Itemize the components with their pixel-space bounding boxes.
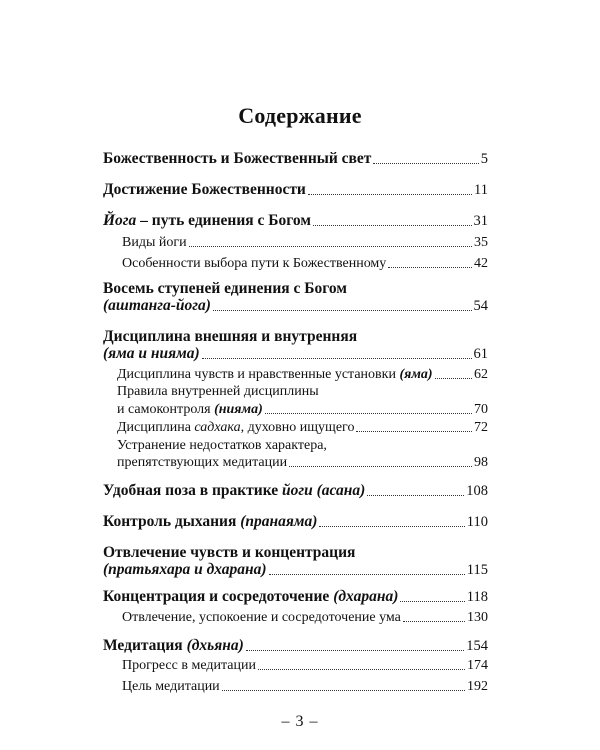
toc-entry-label: Дисциплина садхака, духовно ищущего (117, 420, 355, 435)
toc-page-number: 118 (466, 589, 488, 605)
toc-page-number: 154 (466, 638, 488, 654)
dot-leader (202, 358, 472, 359)
dot-leader (222, 690, 465, 691)
toc-entry-label: Медитация (дхьяна) (103, 637, 244, 654)
toc-entry-label: Устранение недостатков характера, (117, 438, 327, 453)
toc-entry-label: Концентрация и сосредоточение (дхарана) (103, 588, 399, 605)
toc-page-number: 35 (474, 235, 488, 250)
toc-subentry[interactable] (117, 402, 488, 418)
toc-entry-label: и самоконтроля (нияма) (117, 402, 263, 417)
toc-entry-label: Дисциплина внешняя и внутренняя (103, 328, 358, 345)
toc-entry[interactable] (103, 345, 488, 363)
toc-page-number: 108 (466, 483, 488, 499)
toc-entry[interactable] (103, 561, 488, 579)
toc-page-number: 115 (466, 562, 488, 578)
toc-entry-label-italic: Йога (103, 212, 137, 229)
toc-entry-label: препятствующих медитации (117, 455, 288, 470)
dot-leader (403, 621, 465, 622)
toc-page-number: 72 (474, 420, 488, 435)
toc-entry-label: Контроль дыхания (пранаяма) (103, 513, 318, 530)
toc-entry-label-italic: (пранаяма) (240, 513, 318, 530)
dot-leader (246, 650, 465, 651)
toc-entry-label-italic: (яма и нияма) (103, 345, 200, 362)
toc-entry-label: Достижение Божественности (103, 181, 306, 198)
toc-entry-label: Прогресс в медитации (122, 658, 256, 673)
toc-subentry[interactable] (117, 367, 488, 383)
dot-leader (367, 495, 464, 496)
dot-leader (258, 669, 465, 670)
toc-subentry[interactable] (122, 256, 488, 272)
dot-leader (319, 526, 464, 527)
toc-entry-label: Особенности выбора пути к Божественному (122, 256, 387, 271)
toc-entry[interactable] (103, 588, 488, 606)
toc-subentry[interactable] (122, 658, 488, 674)
toc-page-number: 54 (473, 298, 488, 314)
toc-entry-label-italic: садхака (194, 420, 241, 435)
toc-page-number: 98 (474, 455, 488, 470)
dot-leader (388, 267, 472, 268)
toc-page-number: 11 (474, 182, 488, 198)
toc-subentry[interactable] (122, 235, 488, 251)
dot-leader (313, 225, 472, 226)
toc-entry-label-italic: (яма) (399, 367, 433, 382)
dot-leader (289, 466, 472, 467)
toc-entry-label-rest: – путь единения с Богом (136, 212, 311, 229)
dot-leader (435, 378, 472, 379)
toc-entry[interactable] (103, 297, 488, 315)
toc-entry-label-italic: (аштанга-йога) (103, 297, 211, 314)
dot-leader (213, 310, 472, 311)
toc-page-number: 61 (473, 346, 488, 362)
toc-subentry[interactable] (117, 455, 488, 471)
dot-leader (265, 413, 472, 414)
toc-subentry[interactable] (122, 610, 488, 626)
toc-entry-label: Восемь ступеней единения с Богом (103, 280, 347, 297)
toc-entry[interactable] (103, 637, 488, 655)
toc-entry-label: Божественность и Божественный свет (103, 150, 372, 167)
page-number-footer: – 3 – (281, 713, 319, 730)
dot-leader (269, 574, 465, 575)
dot-leader (400, 601, 464, 602)
toc-page-number: 42 (474, 256, 488, 271)
toc-page-number: 192 (467, 679, 488, 694)
toc-subentry[interactable] (117, 420, 488, 436)
dot-leader (356, 431, 472, 432)
toc-subentry-line[interactable] (117, 438, 327, 454)
toc-entry[interactable] (103, 150, 488, 168)
toc-page-number: 70 (474, 402, 488, 417)
toc-subentry[interactable] (122, 679, 488, 695)
toc-page-number: 5 (480, 151, 488, 167)
toc-entry[interactable] (103, 212, 488, 230)
toc-entry-label: Отвлечение, успокоение и сосредоточение ума (122, 610, 401, 625)
toc-entry[interactable] (103, 482, 488, 500)
toc-entry-label: Удобная поза в практике йоги (асана) (103, 482, 366, 499)
toc-entry-label-italic: (дхарана) (333, 588, 399, 605)
toc-entry-label (103, 212, 311, 230)
toc-entry-line[interactable] (103, 544, 355, 562)
page-title: Содержание (238, 103, 362, 128)
toc-entry-label-italic: (пратьяхара и дхарана) (103, 561, 267, 578)
toc-entry-label-italic: (дхьяна) (186, 637, 244, 654)
toc-entry-label-italic: (нияма) (214, 402, 263, 417)
toc-page-number: 110 (466, 514, 488, 530)
toc-subentry-line[interactable] (117, 384, 319, 400)
toc-entry-label: Виды йоги (122, 235, 187, 250)
toc-entry-line[interactable] (103, 328, 357, 346)
toc-entry-label-italic: йоги (асана) (282, 482, 366, 499)
toc-entry[interactable] (103, 181, 488, 199)
toc-page-number: 174 (467, 658, 488, 673)
dot-leader (308, 194, 472, 195)
dot-leader (373, 163, 478, 164)
toc-entry-label: Цель медитации (122, 679, 220, 694)
toc-entry-line[interactable] (103, 280, 347, 298)
toc-entry[interactable] (103, 513, 488, 531)
toc-page-number: 130 (467, 610, 488, 625)
toc-entry-label: Отвлечение чувств и концентрация (103, 544, 356, 561)
toc-entry-label: Дисциплина чувств и нравственные установки (яма) (117, 367, 433, 382)
toc-page-number: 31 (473, 213, 488, 229)
dot-leader (189, 246, 472, 247)
toc-entry-label: Правила внутренней дисциплины (117, 384, 319, 399)
toc-page-number: 62 (474, 367, 488, 382)
